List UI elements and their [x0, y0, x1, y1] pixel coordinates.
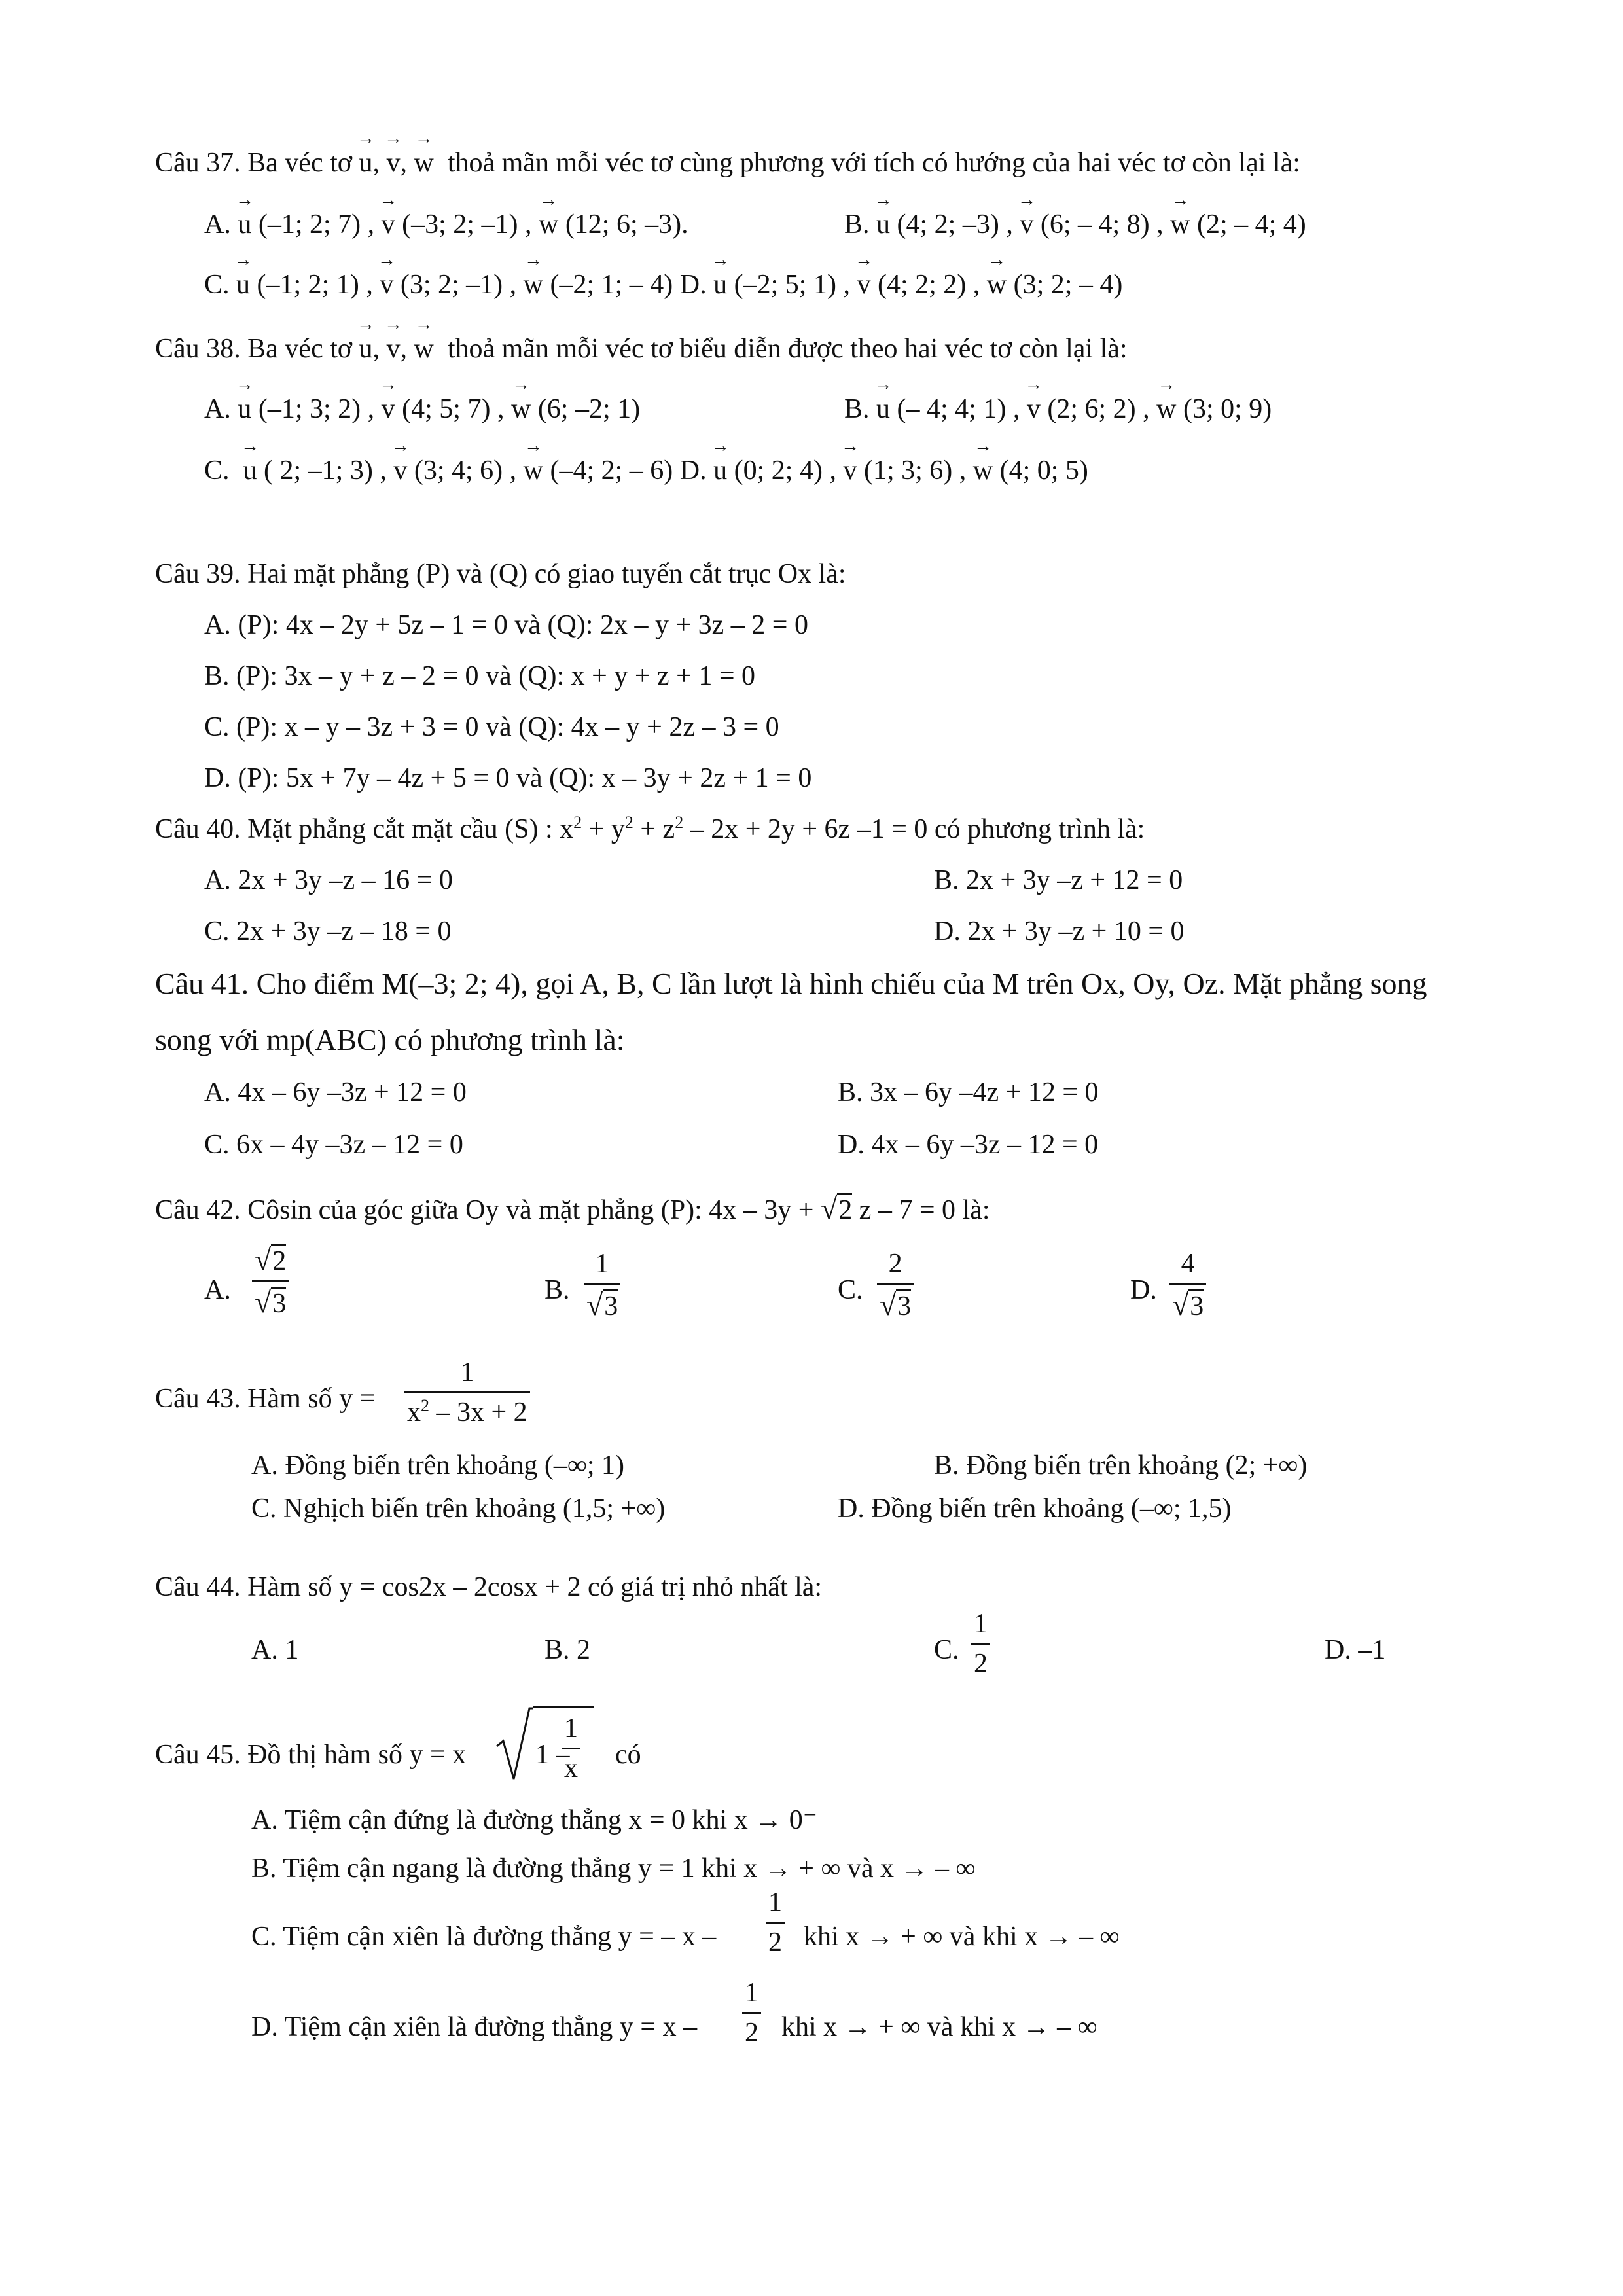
q41-option-c: C. 6x – 4y –3z – 12 = 0 — [204, 1130, 463, 1160]
q40-option-a: A. 2x + 3y –z – 16 = 0 — [204, 865, 453, 895]
q43-option-b: B. Đồng biến trên khoảng (2; +∞) — [934, 1450, 1308, 1480]
q38-option-b: B. → u (– 4; 4; 1) , → v (2; 6; 2) , → w (3; 0; 9) — [844, 395, 1272, 423]
q40-option-c: C. 2x + 3y –z – 18 = 0 — [204, 916, 452, 946]
q43-stem: Câu 43. Hàm số y = — [155, 1384, 376, 1414]
q45-radical-bar — [533, 1706, 594, 1708]
q37-stem: Câu 37. Ba véc tơ → u, → v, → w thoả mãn mỗi véc tơ cùng phương với tích có hướng của hai véc tơ còn lại là: — [155, 149, 1300, 177]
q45-option-d-fraction: $\frac{1}{2}$ — [742, 1979, 761, 2047]
q40-option-b: B. 2x + 3y –z + 12 = 0 — [934, 865, 1183, 895]
q43-option-d: D. Đồng biến trên khoảng (–∞; 1,5) — [838, 1494, 1232, 1524]
q45-option-c-text: C. Tiệm cận xiên là đường thẳng y = – x – — [251, 1922, 717, 1952]
q41-stem-line2: song với mp(ABC) có phương trình là: — [155, 1023, 625, 1056]
q45-stem: Câu 45. Đồ thị hàm số y = x — [155, 1740, 467, 1770]
q39-option-a: A. (P): 4x – 2y + 5z – 1 = 0 và (Q): 2x – y + 3z – 2 = 0 — [204, 610, 808, 640]
q41-option-d: D. 4x – 6y –3z – 12 = 0 — [838, 1130, 1099, 1160]
q40-stem: Câu 40. Mặt phẳng cắt mặt cầu (S) : $x^2 + y^2 + z^2 - 2x + 2y + 6z$ –1 = 0 có phương trình là: — [155, 813, 1145, 844]
q42-option-c-fraction: $\frac{2}{√3}$ — [877, 1250, 914, 1320]
q42-option-a-label: A. — [204, 1275, 231, 1305]
q45-radical-sign — [494, 1706, 533, 1784]
q42-stem: Câu 42. Côsin của góc giữa Oy và mặt phẳng (P): 4x – 3y + √2 z – 7 = 0 là: — [155, 1192, 990, 1225]
q39-option-c: C. (P): x – y – 3z + 3 = 0 và (Q): 4x – y + 2z – 3 = 0 — [204, 712, 779, 742]
q45-option-c-fraction: $\frac{1}{2}$ — [766, 1889, 785, 1956]
q38-stem: Câu 38. Ba véc tơ → u, → v, → w thoả mãn mỗi véc tơ biểu diễn được theo hai véc tơ còn lại là: — [155, 335, 1128, 363]
q42-option-d-fraction: $\frac{4}{√3}$ — [1169, 1250, 1206, 1320]
q37-option-a: A. → u (–1; 2; 7) , → v (–3; 2; –1) , → w (12; 6; –3). — [204, 211, 688, 238]
q41-option-a: A. 4x – 6y –3z + 12 = 0 — [204, 1077, 467, 1107]
q42-option-a-fraction: $\frac{√2}{√3}$ — [252, 1245, 289, 1318]
q42-option-b-label: B. — [544, 1275, 570, 1305]
q38-option-a: A. → u (–1; 3; 2) , → v (4; 5; 7) , → w (6; –2; 1) — [204, 395, 640, 423]
q45-radicand-fraction: $\frac{1}{x}$ — [562, 1715, 580, 1782]
q44-option-d: D. –1 — [1325, 1635, 1386, 1665]
q40-option-d: D. 2x + 3y –z + 10 = 0 — [934, 916, 1185, 946]
q39-stem: Câu 39. Hai mặt phẳng (P) và (Q) có giao tuyến cắt trục Ox là: — [155, 559, 846, 589]
q39-option-b: B. (P): 3x – y + z – 2 = 0 và (Q): x + y + z + 1 = 0 — [204, 661, 756, 691]
q44-option-c-label: C. — [934, 1635, 959, 1665]
q42-option-c-label: C. — [838, 1275, 863, 1305]
q39-option-d: D. (P): 5x + 7y – 4z + 5 = 0 và (Q): x – 3y + 2z + 1 = 0 — [204, 763, 812, 793]
q44-option-a: A. 1 — [251, 1635, 299, 1665]
q43-option-c: C. Nghịch biến trên khoảng (1,5; +∞) — [251, 1494, 666, 1524]
q43-fraction: $\frac{1}{x^2 - 3x + 2}$ — [404, 1359, 530, 1426]
q38-option-c-d: C. → u ( 2; –1; 3) , → v (3; 4; 6) , → w (–4; 2; – 6) D. → u (0; 2; 4) , → v (1; 3; 6) , → w (4; 0; 5) — [204, 457, 1088, 484]
q43-option-a: A. Đồng biến trên khoảng (–∞; 1) — [251, 1450, 624, 1480]
q44-stem: Câu 44. Hàm số y = cos2x – 2cosx + 2 có giá trị nhỏ nhất là: — [155, 1572, 823, 1602]
q45-option-b: B. Tiệm cận ngang là đường thẳng y = 1 khi x → + ∞ và x → – ∞ — [251, 1854, 976, 1884]
q42-option-b-fraction: $\frac{1}{√3}$ — [584, 1250, 620, 1320]
q44-option-c-fraction: $\frac{1}{2}$ — [971, 1610, 990, 1677]
q45-radicand-text: 1 – — [535, 1740, 570, 1770]
q45-option-c-tail: khi x → + ∞ và khi x → – ∞ — [804, 1922, 1120, 1952]
q45-option-a: A. Tiệm cận đứng là đường thẳng x = 0 khi x → 0⁻ — [251, 1805, 817, 1835]
q41-option-b: B. 3x – 6y –4z + 12 = 0 — [838, 1077, 1099, 1107]
q42-option-d-label: D. — [1130, 1275, 1157, 1305]
q37-option-b: B. → u (4; 2; –3) , → v (6; – 4; 8) , → w (2; – 4; 4) — [844, 211, 1306, 238]
q41-stem-line1: Câu 41. Cho điểm M(–3; 2; 4), gọi A, B, C lần lượt là hình chiếu của M trên Ox, Oy, Oz. Mặt phẳng song — [155, 967, 1427, 1000]
q45-option-d-tail: khi x → + ∞ và khi x → – ∞ — [781, 2012, 1097, 2042]
q37-option-c-d: C. → u (–1; 2; 1) , → v (3; 2; –1) , → w (–2; 1; – 4) D. → u (–2; 5; 1) , → v (4; 2; 2) , → w (3; 2; – 4) — [204, 271, 1122, 298]
q45-stem-tail: có — [615, 1740, 641, 1770]
q45-option-d-text: D. Tiệm cận xiên là đường thẳng y = x – — [251, 2012, 698, 2042]
q44-option-b: B. 2 — [544, 1635, 591, 1665]
